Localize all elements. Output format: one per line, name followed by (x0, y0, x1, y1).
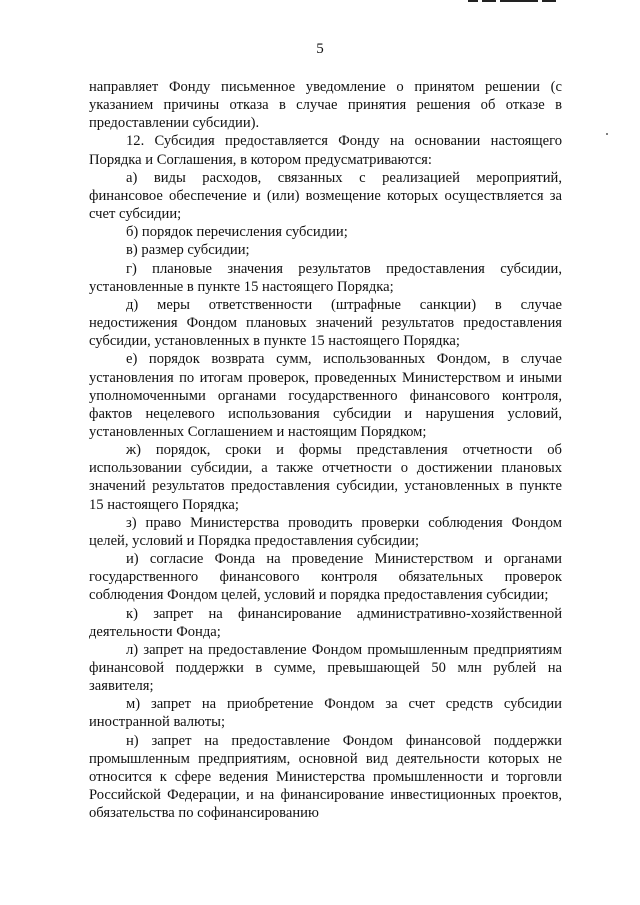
paragraph-subitem-z: з) право Министерства проводить проверки соблюдения Фондом целей, условий и Порядка предоставления субсидии; (89, 514, 562, 549)
document-body (89, 78, 562, 822)
paragraph-subitem-zh: ж) порядок, сроки и формы представления отчетности об использовании субсидии, а также отчетности о достижении плановых значений результатов предоставления субсидии, установленных в пункте 15 настоящего Порядка; (89, 442, 562, 513)
paragraph-subitem-e: е) порядок возврата сумм, использованных Фондом, в случае установления по итогам проверок, проведенных Министерством и иными уполномоченными органами государственного финансового контроля, фактов нецелевого использования субсидии и нарушения условий, установленных Соглашением и настоящим Порядком; (89, 351, 562, 440)
paragraph-subitem-m: м) запрет на приобретение Фондом за счет средств субсидии иностранной валюты; (89, 696, 562, 731)
paragraph-subitem-l: л) запрет на предоставление Фондом промышленным предприятиям финансовой поддержки в сумме, превышающей 50 млн рублей на заявителя; (89, 641, 562, 695)
top-edge-marks (468, 0, 558, 3)
paragraph-continuation: направляет Фонду письменное уведомление о принятом решении (с указанием причины отказа в случае принятия решения об отказе в предоставлении субсидии). (89, 79, 562, 132)
paragraph-subitem-k: к) запрет на финансирование административно-хозяйственной деятельности Фонда; (89, 605, 562, 640)
paragraph-subitem-n: н) запрет на предоставление Фондом финансовой поддержки промышленным предприятиям, основной вид деятельности которых не относится к сфере ведения Министерства промышленности и торговли Российской Федерации, и на финансирование инвестиционных проектов, обязательства по софинансированию (89, 732, 562, 822)
page-number: 5 (316, 41, 324, 57)
paragraph-subitem-b: б) порядок перечисления субсидии; (126, 224, 348, 241)
paragraph-item-12: 12. Субсидия предоставляется Фонду на основании настоящего Порядка и Соглашения, в котором предусматриваются: (89, 133, 562, 168)
margin-speck (606, 133, 608, 135)
paragraph-subitem-a: а) виды расходов, связанных с реализацией мероприятий, финансовое обеспечение и (или) возмещение которых осуществляется за счет субсидии; (89, 169, 562, 223)
paragraph-subitem-d: д) меры ответственности (штрафные санкции) в случае недостижения Фондом плановых значений результатов предоставления субсидии, установленных в пункте 15 настоящего Порядка; (89, 296, 562, 350)
paragraph-subitem-v: в) размер субсидии; (126, 242, 250, 259)
paragraph-subitem-g: г) плановые значения результатов предоставления субсидии, установленные в пункте 15 настоящего Порядка; (89, 260, 562, 295)
paragraph-subitem-i: и) согласие Фонда на проведение Министерством и органами государственного финансового контроля обязательных проверок соблюдения Фондом целей, условий и порядка предоставления субсидии; (89, 551, 562, 604)
